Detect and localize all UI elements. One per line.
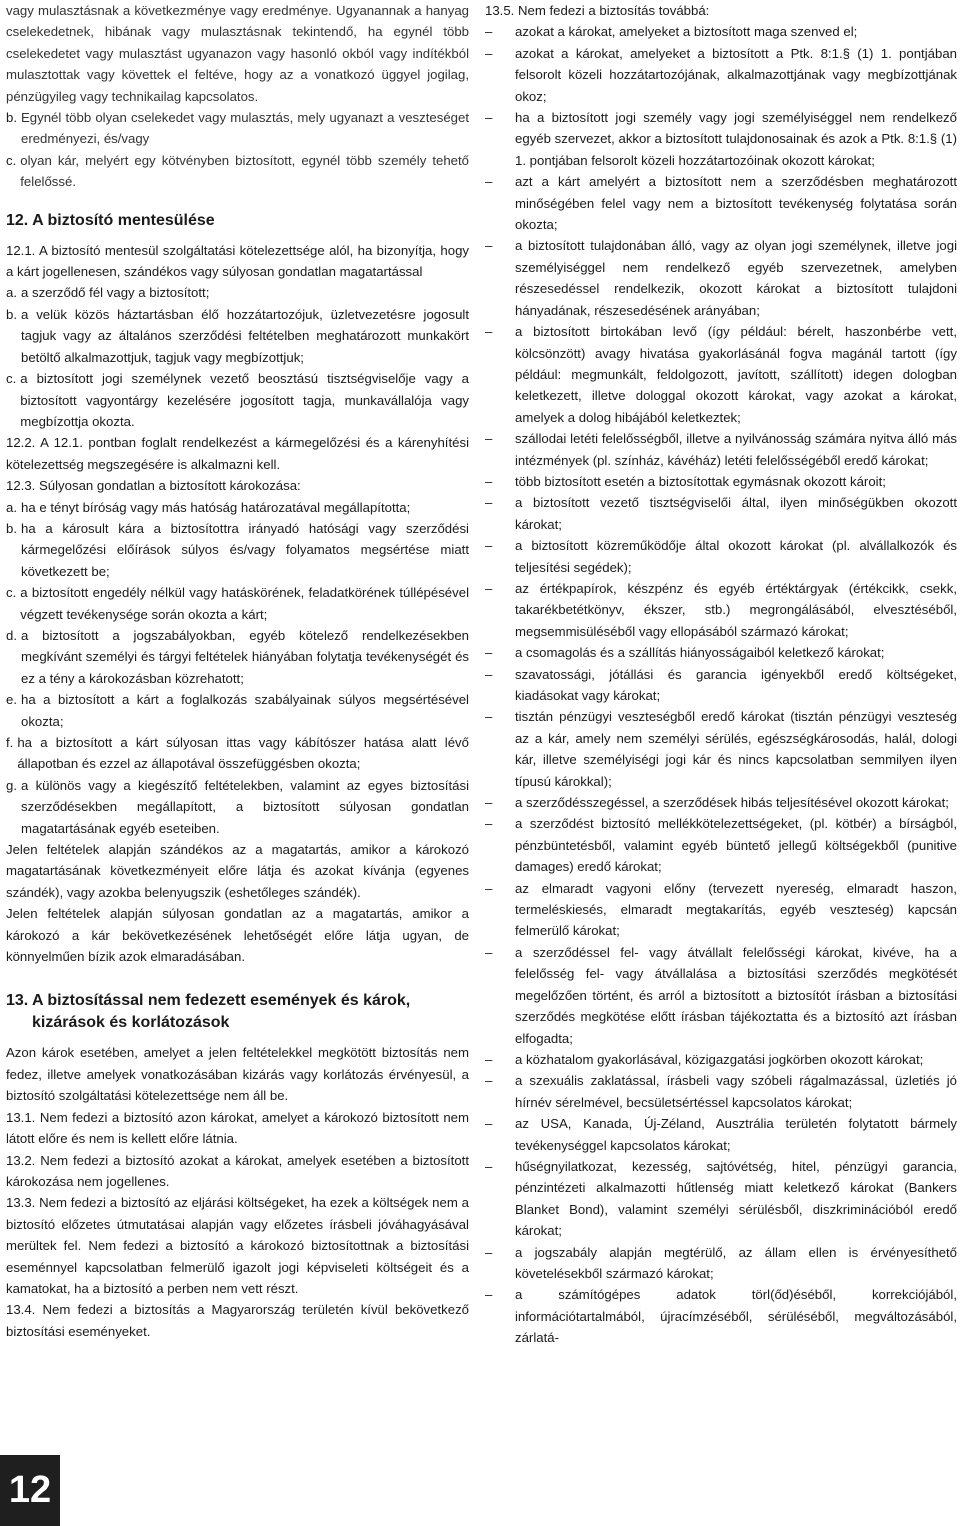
exclusion-text: a közhatalom gyakorlásával, közigazgatási jogkörben okozott károkat; [515,1051,924,1067]
dash-bullet: – [485,880,493,896]
list-item [6,368,469,432]
section-13-title: A biztosítással nem fedezett események és károk, kizárások és korlátozások [32,992,411,1032]
section-12-heading: 12. A biztosító mentesülése [6,211,215,229]
list-label: b. [6,520,17,536]
exclusion-item [485,235,957,321]
exclusion-item [485,942,957,1049]
dash-bullet: – [485,944,493,960]
exclusion-item [485,171,957,235]
dash-bullet: – [485,1158,493,1174]
dash-bullet: – [485,495,493,511]
exclusion-item [485,664,957,707]
dash-bullet: – [485,709,493,725]
list-text: a szerződő fél vagy a biztosított; [21,285,210,301]
list-text: ha a biztosított a kárt a foglalkozás szabályainak súlyos megsértésével okozta; [21,692,469,729]
section-13-5-intro: 13.5. Nem fedezi a biztosítás továbbá: [485,3,710,18]
page-number: 12 [0,1455,60,1526]
exclusion-text: a szerződést biztosító mellékkötelezettségeket, (pl. kötbér) a bírságból, pénzbüntetésből, valamint egyéb büntető jellegű költségekből (punitive damages) eredő károkat; [515,816,957,875]
list-label: f. [6,735,14,750]
exclusion-item [485,535,957,578]
list-label: c. [6,152,17,168]
section-13-4: 13.4. Nem fedezi a biztosítás a Magyarország területén kívül bekövetkező biztosítási eseményeket. [6,1302,469,1339]
exclusion-text: azt a kárt amelyért a biztosított nem a szerződésben meghatározott minőségében felel vagy nem a biztosított tevékenység folytatása során okozta; [515,174,957,233]
exclusion-text: a csomagolás és a szállítás hiányosságaiból keletkező károkat; [515,645,885,661]
list-item [6,304,469,368]
list-text: a biztosított engedély nélkül vagy hatáskörének, feladatkörének túllépésével végzett tevékenysége során okozta a kárt; [20,585,469,622]
exclusion-text: a biztosított vezető tisztségviselői által, ilyen minőségükben okozott károkat; [515,495,957,532]
list-text: ha e tényt bíróság vagy más hatóság határozatával megállapította; [21,499,411,515]
list-text: a biztosított jogi személynek vezető beosztású tisztségviselője vagy a biztosított vagyontárgy kezelésére jogosított tagja, munkavállalója vagy megbízottja okozta. [20,371,469,429]
exclusion-item [485,878,957,942]
exclusion-item [485,792,957,813]
exclusion-text: hűségnyilatkozat, kezesség, sajtóvétség, hitel, pénzügyi garancia, pénzintézeti alkalmazotti hűtlenség miatt keletkező károkat (Bankers Blanket Bond), valamint személyi sérülésből, diszkriminációból eredő károkat; [515,1158,957,1239]
section-12-1: 12.1. A biztosító mentesül szolgáltatási kötelezettsége alól, ha bizonyítja, hogy a kárt jogellenesen, szándékos vagy súlyosan gondatlan magatartással [6,242,469,280]
exclusion-item [485,107,957,171]
exclusion-text: azokat a károkat, amelyeket a biztosított maga szenved el; [515,24,858,40]
left-column [6,0,469,1342]
exclusion-item [485,642,957,663]
exclusion-text: ha a biztosított jogi személy vagy jogi személyiséggel nem rendelkező egyéb szervezet, akkor a biztosított tulajdonosainak és azok a Ptk. 8:1.§ (1) 1. pontjában felsorolt közeli hozzátartozóinak okozott károkat; [515,110,957,168]
list-label: c. [6,585,17,601]
list-item [6,689,469,732]
intro-paragraph: vagy mulasztásnak a következménye vagy eredménye. Ugyanannak a hanyag cselekedetnek, hibának vagy mulasztásnak tekintendő, ha egynél több cselekedetet vagy mulasztást ugyanazon vagy hasonló okból vagy indítékból mulasztottak vagy követtek el feltéve, hogy az a vonatkozó üggyel jogilag, pénzügyileg vagy technikailag kapcsolatos. [6,3,469,104]
exclusion-text: a biztosított közreműködője által okozott károkat (pl. alvállalkozók és teljesítési segédek); [515,538,957,575]
list-text: olyan kár, melyért egy kötvényben biztosított, egynél több személy tehető felelőssé. [20,152,469,190]
dash-bullet: – [485,238,493,254]
exclusion-text: tisztán pénzügyi veszteségből eredő károkat (tisztán pénzügyi veszteség az a kár, amely nem személyi sérülés, egészségkárosodás, halál, dologi kár, illetve személyiségi jogi kár és nincs kapcsolatban semmilyen ilyen típusú károkkal); [515,709,957,789]
list-item [6,582,469,625]
list-label: a. [6,499,17,515]
list-text: ha a biztosított a kárt súlyosan ittas vagy kábítószer hatása alatt lévő állapotban és ezzel az állapotával összefüggésben okozta; [17,735,469,772]
section-13-heading [6,990,469,1034]
dash-bullet: – [485,645,493,661]
exclusion-text: szállodai letéti felelősségből, illetve a nyilvánosság számára nyitva álló más intézmények (pl. színház, kávéház) letéti felelősségéből eredő károkat; [515,431,957,468]
definition-intentional: Jelen feltételek alapján szándékos az a magatartás, amikor a károkozó magatartásának következményeit előre látja és azokat kívánja (egyenes szándék), vagy azokba belenyugszik (eshetőleges szándék). [6,842,469,900]
section-13-number: 13. [6,992,29,1010]
exclusion-text: a biztosított tulajdonában álló, vagy az olyan jogi személynek, illetve jogi személyiséggel nem rendelkező egyéb szervezetnek, amelyben részesedéssel rendelkezik, okozott károkat a biztosított tulajdoni hányadának, részesedésének arányában; [515,238,957,318]
exclusion-text: az értékpapírok, készpénz és egyéb értéktárgyak (értékcikk, csekk, takarékbetétkönyv, ékszer, stb.) megrongálásából, elvesztéséből, megsemmisüléséből vagy ellopásából származó károkat; [515,580,957,639]
exclusion-text: a szerződésszegéssel, a szerződések hibás teljesítésével okozott károkat; [515,795,949,811]
dash-bullet: – [485,45,493,61]
list-label: g. [6,777,17,793]
exclusion-text: a biztosított birtokában levő (így például: bérelt, haszonbérbe vett, kölcsönzött) avagy hivatása gyakorlásánál fogva magánál tartott (így például: megmunkált, feldolgozott, javított, szállított) idegen dologban keletkezett, illetve dologgal okozott károkat, vagy azokat a károkat, amelyek a dolog hibájából keletkeztek; [515,324,957,425]
exclusion-item [485,1284,957,1348]
dash-bullet: – [485,1244,493,1260]
exclusion-text: az USA, Kanada, Új-Zéland, Ausztrália területén folytatott bármely tevékenységgel kapcsolatos károkat; [515,1116,957,1153]
exclusion-text: több biztosított esetén a biztosítottak egymásnak okozott károit; [515,473,886,489]
definition-gross-negligence: Jelen feltételek alapján súlyosan gondatlan az a magatartás, amikor a károkozó a kár bekövetkezésének lehetőségét előre látja ugyan, de könnyelműen bízik azok elmaradásában. [6,906,469,965]
dash-bullet: – [485,174,493,190]
dash-bullet: – [485,473,493,489]
exclusion-text: a szexuális zaklatással, írásbeli vagy szóbeli rágalmazással, üzletiés jó hírnév sérelmével, becsületsértéssel kapcsolatos károkat; [515,1073,957,1110]
list-item [6,732,469,775]
list-item [6,518,469,582]
exclusion-item [485,1049,957,1070]
list-label: c. [6,371,17,387]
dash-bullet: – [485,580,493,596]
exclusion-item [485,43,957,107]
section-13-1: 13.1. Nem fedezi a biztosító azon károkat, amelyet a károkozó biztosított nem látott előre és nem is kellett előre látnia. [6,1109,469,1147]
section-12-3: 12.3. Súlyosan gondatlan a biztosított károkozása: [6,478,301,494]
exclusion-item [485,813,957,877]
exclusion-item [485,1113,957,1156]
list-label: d. [6,627,17,643]
list-label: e. [6,692,17,708]
section-13-2: 13.2. Nem fedezi a biztosító azokat a károkat, amelyek esetében a biztosított károkozása nem jogellenes. [6,1152,469,1189]
section-13-3: 13.3. Nem fedezi a biztosító az eljárási költségeket, ha ezek a költségek nem a biztosító előzetes útmutatásai alapján vagy előzetes írásbeli jóváhagyásával merültek fel. Nem fedezi a biztosító a károkozó biztosítottnak a biztosítási eseménnyel kapcsolatban felmerülő igazolt jogi képviseleti költségeit és a kamatokat, ha a biztosító a perben nem vett részt. [6,1195,469,1296]
dash-bullet: – [485,324,493,340]
intro-item-c [6,150,469,193]
list-text: Egynél több olyan cselekedet vagy mulasztás, mely ugyanazt a veszteséget eredményezi, és/vagy [21,110,469,147]
dash-bullet: – [485,816,493,832]
exclusion-text: a szerződéssel fel- vagy átvállalt felelősségi károkat, kivéve, ha a felelősség fel- vagy átvállalása a biztosítási szerződés megkötését megelőzően történt, és arról a biztosított a biztosítót írásban a biztosítási szerződés megkötése előtt írásban tájékoztatta és a biztosító azt írásban elfogadta; [515,944,957,1046]
section-13-intro: Azon károk esetében, amelyet a jelen feltételekkel megkötött biztosítás nem fedez, illetve amelyek vonatkozásában kizárás vagy korlátozás érvényesül, a biztosító szolgáltatási kötelezettsége nem áll be. [6,1045,469,1104]
exclusion-list [485,21,957,1348]
right-column [485,0,957,1349]
dash-bullet: – [485,795,493,811]
dash-bullet: – [485,666,493,682]
exclusion-item [485,578,957,642]
dash-bullet: – [485,431,493,447]
list-text: a velük közös háztartásban élő hozzátartozójuk, üzletvezetésre jogosult tagjuk vagy az általános szerződési feltételben meghatározott munkakört betöltő alkalmazottjuk, tagjuk vagy megbízottjuk; [21,306,469,365]
list-label: b. [6,110,17,126]
exclusion-item [485,492,957,535]
dash-bullet: – [485,1073,493,1089]
list-item [6,282,469,303]
exclusion-item [485,1070,957,1113]
dash-bullet: – [485,24,493,40]
exclusion-text: a számítógépes adatok törl(őd)éséből, korrekciójából, információtartalmából, újracímzéséből, sérüléséből, megváltozásából, zárlatá- [515,1287,957,1346]
exclusion-item [485,321,957,428]
list-item [6,497,469,518]
dash-bullet: – [485,110,493,126]
list-label: a. [6,285,17,301]
exclusion-text: szavatossági, jótállási és garancia igényekből eredő költségeket, kiadásokat vagy károkat; [515,666,957,703]
exclusion-item [485,1156,957,1242]
section-12-2: 12.2. A 12.1. pontban foglalt rendelkezést a kármegelőzési és a kárenyhítési kötelezettség megszegésére is alkalmazni kell. [6,435,469,472]
dash-bullet: – [485,1287,493,1303]
exclusion-text: a jogszabály alapján megtérülő, az állam ellen is érvényesíthető követelésekből származó károkat; [515,1244,957,1281]
list-label: b. [6,306,17,322]
intro-item-b [6,107,469,150]
dash-bullet: – [485,538,493,554]
exclusion-item [485,428,957,471]
exclusion-item [485,471,957,492]
exclusion-item [485,21,957,42]
list-text: a különös vagy a kiegészítő feltételekben, valamint az egyes biztosítási szerződésekben megállapított, a biztosított súlyosan gondatlan magatartásának egyéb eseteiben. [21,777,469,836]
exclusion-text: az elmaradt vagyoni előny (tervezett nyereség, elmaradt haszon, termeléskiesés, elmaradt megtakarítás, egyéb veszteség) kapcsán felmerülő károkat; [515,880,957,939]
list-item [6,625,469,689]
list-text: a biztosított a jogszabályokban, egyéb kötelező rendelkezésekben megkívánt személyi és tárgyi feltételek hiányában folytatja tevékenységét és ez a tény a károkozásban közrehatott; [21,627,469,686]
list-item [6,775,469,839]
exclusion-text: azokat a károkat, amelyeket a biztosított a Ptk. 8:1.§ (1) 1. pontjában felsorolt közeli hozzátartozójának, alkalmazottjának vagy megbízottjának okoz; [515,45,957,104]
dash-bullet: – [485,1051,493,1067]
exclusion-item [485,1242,957,1285]
list-text: ha a károsult kára a biztosítottra irányadó hatósági vagy szerződési kármegelőzési előírások súlyos és/vagy folyamatos megsértése miatt következett be; [21,520,469,579]
dash-bullet: – [485,1116,493,1132]
exclusion-item [485,706,957,792]
